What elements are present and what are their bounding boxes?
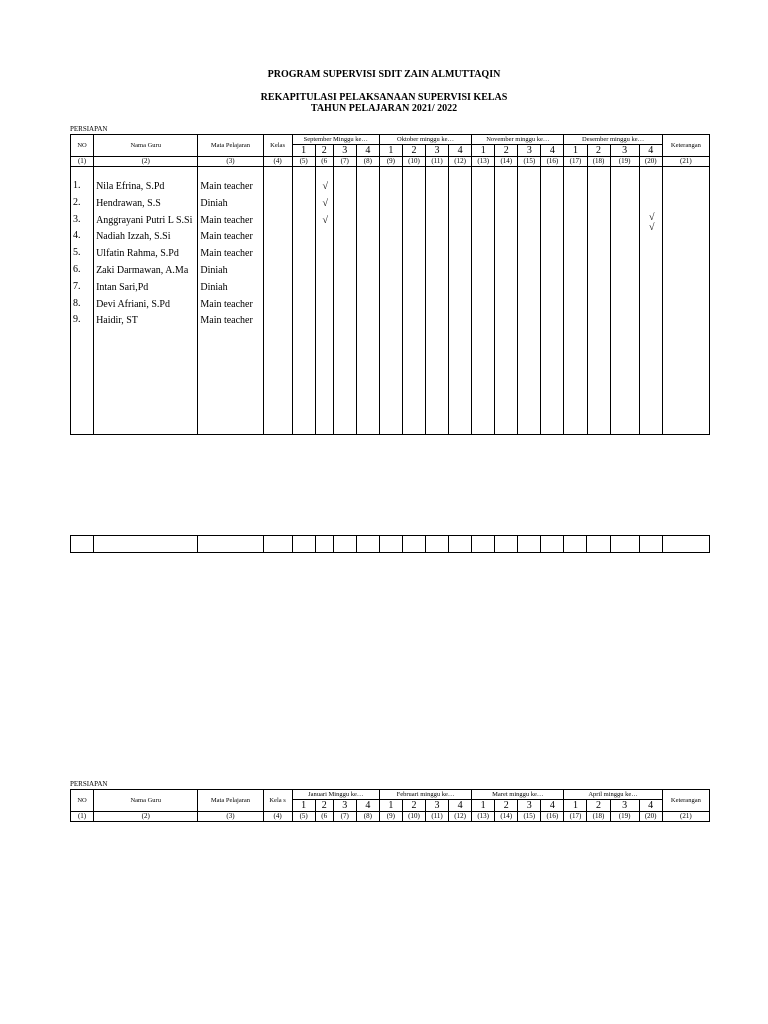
blank-cell — [356, 536, 379, 553]
index-cell: (19) — [610, 157, 639, 167]
blank-cell — [426, 536, 449, 553]
row-number: 2. — [73, 196, 81, 208]
doc-title-tahun: TAHUN PELAJARAN 2021/ 2022 — [310, 103, 458, 114]
cell-nov-w4 — [541, 167, 564, 435]
index-cell: (15) — [518, 812, 541, 822]
subject: Main teacher — [200, 231, 253, 243]
header-month-april: April minggu ke… — [564, 790, 662, 800]
cell-okt-w1 — [379, 167, 402, 435]
teacher-name: Zaki Darmawan, A.Ma — [96, 264, 189, 276]
index-cell: (3) — [198, 812, 263, 822]
week-cell: 1 — [472, 800, 495, 812]
cell-sep-w4 — [356, 167, 379, 435]
row-number: 6. — [73, 263, 81, 275]
subject: Diniah — [200, 264, 228, 276]
cell-nov-w3 — [518, 167, 541, 435]
supervision-table-1 — [70, 134, 710, 435]
index-cell: (12) — [449, 812, 472, 822]
doc-title-rekapitulasi: REKAPITULASI PELAKSANAAN SUPERVISI KELAS — [260, 92, 508, 103]
cell-des-w3 — [610, 167, 639, 435]
row-number: 9. — [73, 314, 81, 326]
index-cell: (11) — [425, 812, 448, 822]
row-number: 1. — [73, 180, 81, 191]
row-number: 3. — [73, 213, 81, 225]
header-month-desember: Desember minggu ke… — [564, 135, 662, 145]
row-number: 5. — [73, 247, 81, 259]
week-cell: 2 — [315, 145, 333, 157]
blank-cell — [71, 536, 94, 553]
week-cell: 3 — [610, 800, 639, 812]
check-mark — [316, 246, 333, 263]
check-mark: √ — [648, 222, 655, 233]
week-cell: 1 — [564, 145, 587, 157]
subject: Main teacher — [200, 315, 253, 327]
index-cell: (17) — [564, 157, 587, 167]
row-number: 7. — [73, 280, 81, 292]
week-cell: 1 — [379, 145, 402, 157]
week-cell: 4 — [449, 145, 472, 157]
cell-okt-w4 — [449, 167, 472, 435]
index-cell: (18) — [587, 812, 610, 822]
header-keterangan: Keterangan — [662, 790, 709, 812]
index-cell: (12) — [449, 157, 472, 167]
index-cell: (17) — [564, 812, 587, 822]
blank-cell — [292, 536, 315, 553]
column-keterangan — [662, 167, 709, 435]
header-mata-pelajaran: Mata Pelajaran — [198, 135, 263, 157]
header-month-februari: Februari minggu ke… — [379, 790, 471, 800]
column-no — [71, 167, 94, 435]
column-mata-pelajaran — [198, 167, 263, 435]
index-cell: (21) — [662, 812, 709, 822]
index-cell: (20) — [639, 812, 662, 822]
blank-cell — [662, 536, 709, 553]
index-cell: (3) — [198, 157, 263, 167]
week-cell: 2 — [402, 145, 425, 157]
index-cell: (4) — [263, 157, 292, 167]
cell-des-w4 — [639, 167, 662, 435]
week-cell: 1 — [564, 800, 587, 812]
index-cell: (16) — [541, 812, 564, 822]
check-mark — [316, 263, 333, 280]
index-cell: (6 — [315, 812, 333, 822]
header-kelas: Kelas — [263, 135, 292, 157]
week-cell: 3 — [518, 145, 541, 157]
teacher-name: Ulfatin Rahma, S.Pd — [96, 248, 179, 260]
header-month-oktober: Oktober minggu ke… — [379, 135, 471, 145]
cell-nov-w1 — [472, 167, 495, 435]
index-cell: (1) — [71, 157, 94, 167]
blank-cell — [610, 536, 639, 553]
week-cell: 2 — [315, 800, 333, 812]
check-mark — [316, 229, 333, 246]
week-cell: 2 — [402, 800, 425, 812]
blank-cell — [402, 536, 425, 553]
week-cell: 4 — [639, 145, 662, 157]
week-cell: 2 — [495, 800, 518, 812]
week-cell: 4 — [541, 145, 564, 157]
week-cell: 1 — [379, 800, 402, 812]
check-mark — [316, 297, 333, 314]
check-mark — [316, 280, 333, 297]
supervision-table-2 — [70, 789, 710, 822]
cell-nov-w2 — [495, 167, 518, 435]
week-cell: 3 — [425, 800, 448, 812]
header-nama-guru: Nama Guru — [94, 135, 198, 157]
teacher-name: Anggrayani Putri L S.Si — [96, 214, 193, 226]
index-cell: (2) — [94, 812, 198, 822]
cell-sep-w2 — [315, 167, 333, 435]
cell-des-w2 — [587, 167, 610, 435]
index-cell: (14) — [495, 812, 518, 822]
check-mark — [316, 313, 333, 330]
index-cell: (10) — [402, 157, 425, 167]
blank-cell — [315, 536, 333, 553]
cell-okt-w3 — [426, 167, 449, 435]
header-kelas: Kela s — [263, 790, 292, 812]
week-cell: 3 — [518, 800, 541, 812]
cell-des-w1 — [564, 167, 587, 435]
cell-sep-w1 — [292, 167, 315, 435]
index-cell: (13) — [472, 157, 495, 167]
index-cell: (7) — [333, 157, 356, 167]
cell-okt-w2 — [402, 167, 425, 435]
blank-row-table — [70, 535, 710, 553]
check-mark: √ — [648, 212, 655, 223]
check-mark: √ — [322, 197, 328, 209]
row-number: 4. — [73, 230, 81, 242]
week-cell: 4 — [639, 800, 662, 812]
blank-cell — [518, 536, 541, 553]
week-cell: 4 — [541, 800, 564, 812]
index-cell: (15) — [518, 157, 541, 167]
header-month-november: November minggu ke… — [472, 135, 564, 145]
index-cell: (4) — [263, 812, 292, 822]
index-cell: (8) — [356, 157, 379, 167]
teacher-name: Haidir, ST — [96, 315, 138, 327]
blank-cell — [333, 536, 356, 553]
index-cell: (5) — [292, 157, 315, 167]
week-cell: 3 — [610, 145, 639, 157]
index-cell: (18) — [587, 157, 610, 167]
section-label-persiapan-1: PERSIAPAN — [70, 125, 108, 133]
doc-title-program: PROGRAM SUPERVISI SDIT ZAIN ALMUTTAQIN — [267, 69, 501, 80]
week-cell: 2 — [587, 145, 610, 157]
header-mata-pelajaran: Mata Pelajaran — [198, 790, 263, 812]
subject: Main teacher — [200, 248, 253, 260]
index-cell: (16) — [541, 157, 564, 167]
subject: Main teacher — [200, 214, 253, 226]
blank-cell — [587, 536, 610, 553]
week-cell: 1 — [292, 800, 315, 812]
index-cell: (8) — [356, 812, 379, 822]
header-month-januari: Januari Minggu ke… — [292, 790, 379, 800]
check-mark: √ — [322, 181, 328, 192]
index-cell: (6 — [315, 157, 333, 167]
index-cell: (1) — [71, 812, 94, 822]
subject: Diniah — [200, 281, 228, 293]
index-cell: (19) — [610, 812, 639, 822]
column-kelas — [263, 167, 292, 435]
column-nama-guru — [94, 167, 198, 435]
teacher-name: Intan Sari,Pd — [96, 281, 149, 293]
index-cell: (9) — [379, 812, 402, 822]
teacher-name: Nila Efrina, S.Pd — [96, 181, 165, 192]
header-month-maret: Maret minggu ke… — [472, 790, 564, 800]
header-keterangan: Keterangan — [662, 135, 709, 157]
blank-cell — [564, 536, 587, 553]
index-cell: (14) — [495, 157, 518, 167]
blank-cell — [639, 536, 662, 553]
week-cell: 3 — [333, 145, 356, 157]
blank-cell — [472, 536, 495, 553]
check-mark: √ — [322, 214, 328, 226]
week-cell: 3 — [333, 800, 356, 812]
week-cell: 3 — [426, 145, 449, 157]
index-cell: (10) — [402, 812, 425, 822]
blank-cell — [449, 536, 472, 553]
header-month-september: September Minggu ke… — [292, 135, 379, 145]
subject: Main teacher — [200, 298, 253, 310]
row-number: 8. — [73, 297, 81, 309]
subject: Main teacher — [200, 181, 253, 192]
index-cell: (7) — [333, 812, 356, 822]
header-no: NO — [71, 135, 94, 157]
blank-cell — [94, 536, 198, 553]
week-cell: 4 — [356, 145, 379, 157]
cell-sep-w3 — [333, 167, 356, 435]
section-label-persiapan-2: PERSIAPAN — [70, 780, 108, 788]
blank-cell — [263, 536, 292, 553]
teacher-name: Nadiah Izzah, S.Si — [96, 231, 171, 243]
week-cell: 4 — [356, 800, 379, 812]
index-cell: (20) — [639, 157, 662, 167]
subject: Diniah — [200, 197, 228, 209]
blank-cell — [495, 536, 518, 553]
week-cell: 4 — [449, 800, 472, 812]
index-cell: (9) — [379, 157, 402, 167]
index-cell: (21) — [662, 157, 709, 167]
index-cell: (11) — [426, 157, 449, 167]
week-cell: 1 — [292, 145, 315, 157]
blank-cell — [379, 536, 402, 553]
week-cell: 1 — [472, 145, 495, 157]
blank-cell — [541, 536, 564, 553]
index-cell: (2) — [94, 157, 198, 167]
teacher-name: Hendrawan, S.S — [96, 197, 161, 209]
week-cell: 2 — [587, 800, 610, 812]
index-cell: (13) — [472, 812, 495, 822]
week-cell: 2 — [495, 145, 518, 157]
index-cell: (5) — [292, 812, 315, 822]
header-nama-guru: Nama Guru — [94, 790, 198, 812]
blank-cell — [198, 536, 263, 553]
teacher-name: Devi Afriani, S.Pd — [96, 298, 170, 310]
header-no: NO — [71, 790, 94, 812]
